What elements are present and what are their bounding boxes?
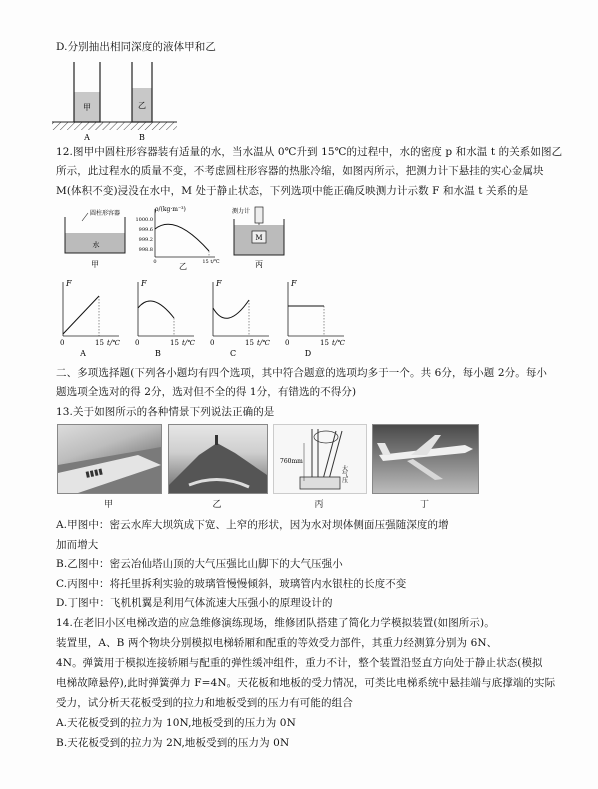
photo-bing-torricelli: [273, 424, 367, 494]
torricelli-760mm: 760mm: [280, 458, 303, 465]
q12-line1: 12.图甲中圆柱形容器装有适量的水，当水温从 0℃升到 15℃的过程中，水的密度 p 和水温 t 的关系如图乙: [56, 146, 563, 158]
photo-ding-airplane: [372, 424, 479, 494]
svg-text:F: F: [66, 279, 72, 288]
dynamometer-label: 测力计: [232, 208, 251, 215]
option-c-letter: C: [229, 349, 237, 358]
q14-line5: 受力，试分析天花板受到的拉力和地板受到的压力有可能的组合: [56, 697, 353, 709]
q14-line4: 电梯故障悬停),此时弹簧弹力 F=4N。天花板和地板的受力情况，可类比电梯系统中悬挂端与底撑端的实际: [56, 677, 556, 689]
container-b-label: B: [139, 133, 145, 142]
section2-line1: 二、多项选择题(下列各小题均有四个选项，其中符合题意的选项均多于一个。共 6分，每小题 2分。每小: [56, 367, 548, 379]
fig-bing-caption: 丙: [255, 260, 263, 269]
q12-line3: M(体积不变)浸没在水中，M 处于静止状态，下列选项中能正确反映测力计示数 F 和水温 t 关系的是: [56, 185, 529, 197]
block-m-label: M: [255, 234, 263, 242]
svg-text:15: 15: [170, 339, 179, 347]
density-tick-1: 1000.0: [135, 217, 153, 223]
q13-option-b: B.乙图中：密云冶仙塔山顶的大气压强比山脚下的大气压强小: [56, 558, 343, 570]
q14-line3: 4N。弹簧用于模拟连接轿厢与配重的弹性缓冲组件，重力不计，整个装置沿竖直方向处于静止状态(模拟: [56, 657, 543, 669]
density-curve: [155, 224, 209, 251]
photo-cap-ding: 丁: [419, 500, 429, 510]
q11-figure: [52, 60, 182, 140]
q13-option-a-line1: A.甲图中：密云水库大坝筑成下宽、上窄的形状，因为水对坝体侧面压强随深度的增: [56, 519, 449, 531]
q13-stem: 13.关于如图所示的各种情景下列说法正确的是: [56, 406, 275, 418]
svg-text:t/℃: t/℃: [332, 339, 346, 347]
density-tick-4: 998.8: [138, 247, 153, 253]
q13-option-d: D.丁图中：飞机机翼是利用气体流速大压强小的原理设计的: [56, 597, 333, 609]
svg-text:15: 15: [245, 339, 254, 347]
q13-option-c: C.丙图中：将托里拆利实验的玻璃管慢慢倾斜，玻璃管内水银柱的长度不变: [56, 578, 407, 590]
q11-option-d: D.分别抽出相同深度的液体甲和乙: [56, 41, 216, 53]
q14-line1: 14.在老旧小区电梯改造的应急维修演练现场，维修团队搭建了简化力学模拟装置(如图所示)。: [56, 617, 495, 629]
svg-text:15: 15: [95, 339, 104, 347]
density-tick-3: 999.2: [138, 237, 153, 243]
q14-option-a: A.天花板受到的拉力为 10N,地板受到的压力为 0N: [56, 717, 296, 729]
torricelli-air-pressure: 大气压: [340, 465, 348, 483]
water-label: 水: [92, 241, 100, 249]
photo-jia-dam: [57, 424, 162, 494]
option-a-graph: [60, 279, 120, 358]
svg-text:F: F: [141, 279, 147, 288]
option-d-graph: [285, 279, 345, 358]
svg-text:t/℃: t/℃: [257, 339, 271, 347]
svg-text:0: 0: [60, 339, 65, 347]
photo-yi-tower: [168, 424, 268, 494]
option-d-letter: D: [304, 349, 312, 358]
svg-text:0: 0: [285, 339, 290, 347]
svg-text:15: 15: [320, 339, 329, 347]
fig-jia-caption: 甲: [91, 260, 99, 269]
q13-option-a-line2: 加而增大: [56, 539, 99, 551]
svg-text:0: 0: [210, 339, 215, 347]
q12-fig-jia: [60, 205, 140, 270]
dynamometer: [255, 207, 263, 223]
q12-fig-bing: [228, 205, 298, 270]
svg-text:0: 0: [135, 339, 140, 347]
photo-cap-jia: 甲: [103, 500, 113, 510]
density-x15: 15 t/℃: [202, 259, 220, 265]
option-a-letter: A: [80, 349, 86, 358]
q12-line2: 所示，此过程水的质量不变，不考虑圆柱形容器的热胀冷缩，如图丙所示，把测力计下悬挂的实心金属块: [56, 165, 544, 177]
container-a-label: A: [84, 133, 90, 142]
photo-cap-yi: 乙: [212, 500, 222, 510]
option-c-graph: [210, 279, 270, 358]
svg-text:F: F: [216, 279, 222, 288]
photo-cap-bing: 丙: [314, 500, 324, 510]
density-tick-2: 999.6: [138, 227, 153, 233]
section2-line2: 题选项全选对的得 2分，选对但不全的得 1分，有错选的不得分): [56, 386, 357, 398]
density-x0: 0: [153, 259, 157, 265]
option-b-letter: B: [155, 349, 161, 358]
q14-option-b: B.天花板受到的拉力为 2N,地板受到的压力为 0N: [56, 737, 290, 749]
density-axis-label: ρ/(kg·m⁻³): [155, 206, 186, 213]
q12-fig-yi: [135, 205, 225, 271]
cylinder-label: 圆柱形容器: [90, 210, 121, 217]
svg-text:t/℃: t/℃: [107, 339, 121, 347]
fig-yi-caption: 乙: [179, 262, 187, 271]
svg-text:▮▮▮▮: ▮▮▮▮: [84, 466, 104, 479]
q14-line2: 装置里，A、B 两个物块分别模拟电梯轿厢和配重的等效受力部件，其重力经测算分别为 6N、: [56, 637, 498, 649]
svg-text:F: F: [291, 279, 297, 288]
q12-option-graphs: [55, 278, 355, 358]
option-b-graph: [135, 279, 195, 358]
liquid-jia-label: 甲: [83, 103, 91, 112]
liquid-yi-label: 乙: [138, 101, 146, 110]
svg-text:t/℃: t/℃: [182, 339, 196, 347]
